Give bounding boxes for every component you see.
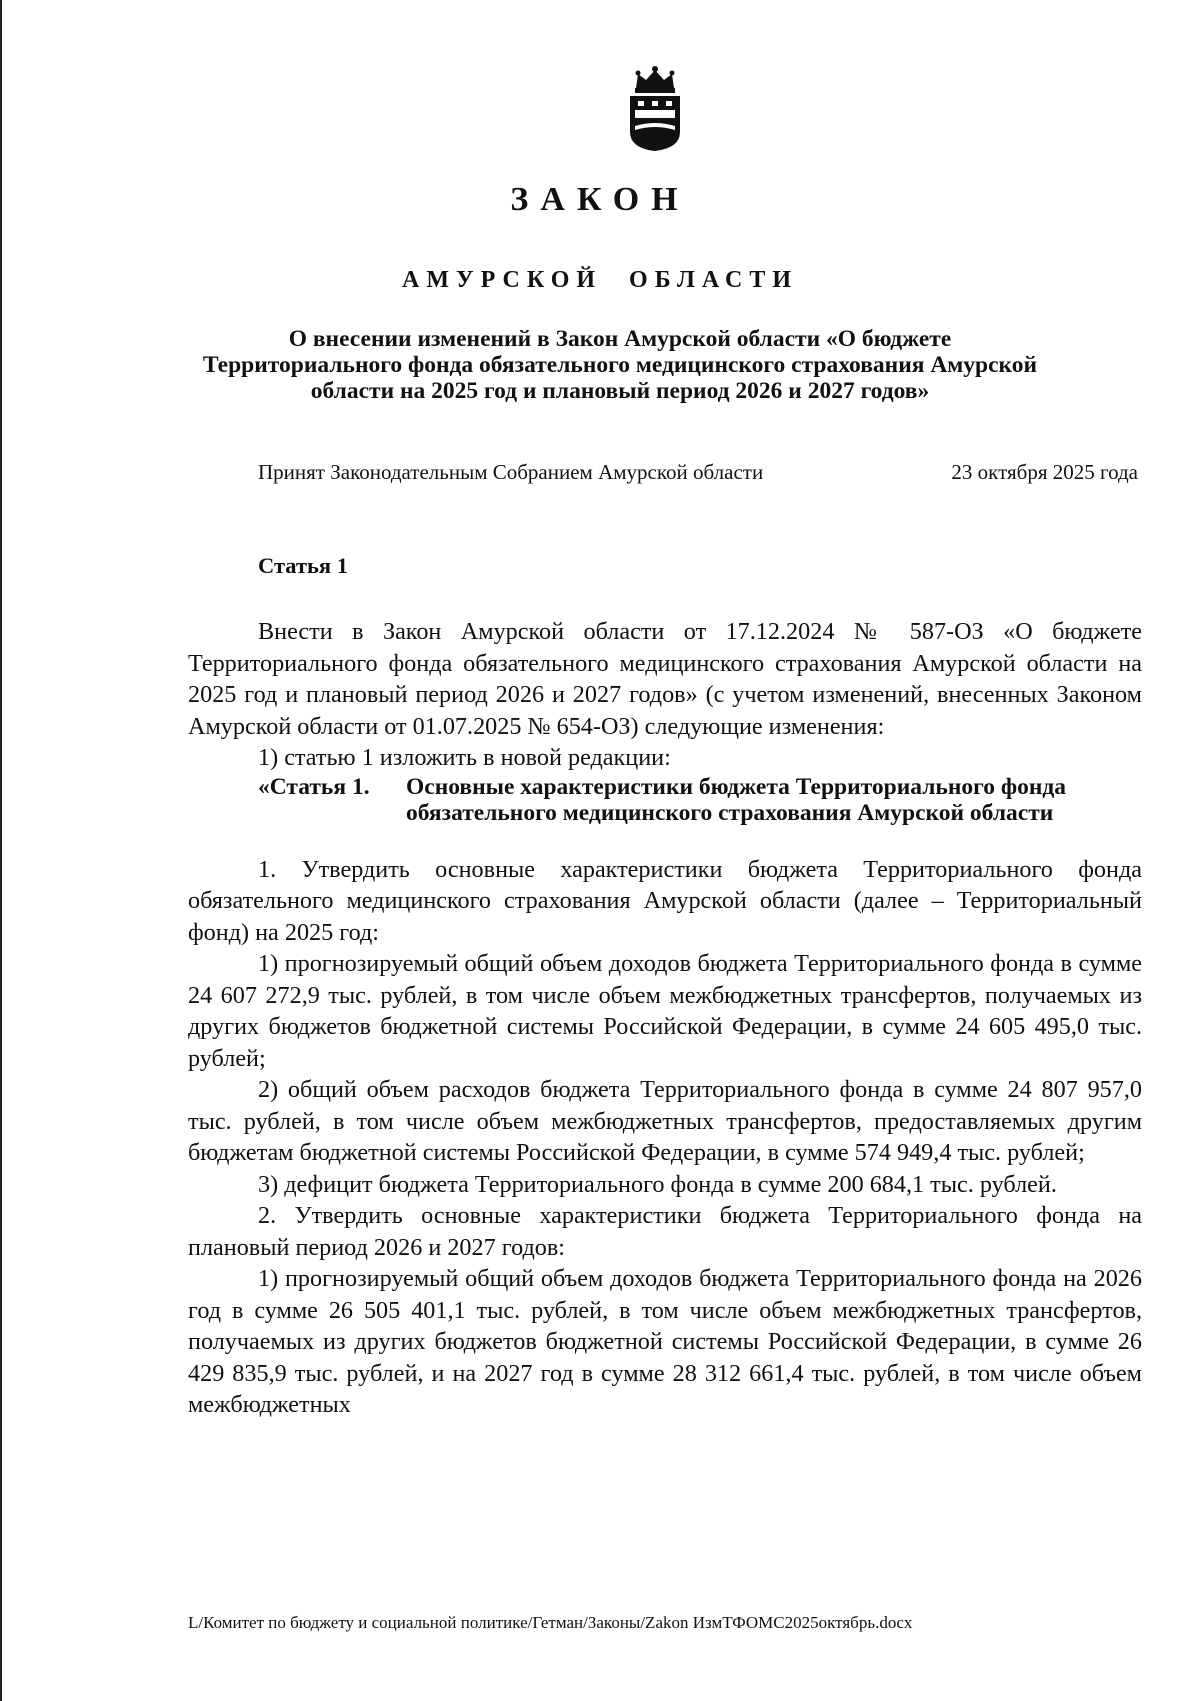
document-subtitle: АМУРСКОЙ ОБЛАСТИ [402,267,798,293]
file-path-footer: L/Комитет по бюджету и социальной политике/Гетман/Законы/Zakon ИзмТФОМС2025октябрь.docx [188,1613,913,1632]
adoption-date: 23 октября 2025 года [951,460,1138,484]
article-body [188,616,1142,1421]
article-heading: Статья 1 [258,553,348,578]
article-intro: Внести в Закон Амурской области от 17.12.2024 № 587-ОЗ «О бюджете Территориального фонда обязательного медицинского страхования Амурской области на 2025 год и плановый период 2026 и 2027 годов» (с учетом изменений, внесенных Законом Амурской области от 01.07.2025 № 654-ОЗ) следующие изменения: [188,618,1142,740]
document-title: ЗАКОН [510,181,690,218]
paragraph-1-1: 1) прогнозируемый общий объем доходов бюджета Территориального фонда в сумме 24 607 272,9 тыс. рублей, в том числе объем межбюджетных трансфертов, получаемых из других бюджетов бюджетной системы Российской Федерации, в сумме 24 605 495,0 тыс. рублей; [188,950,1142,1072]
paragraph-1: 1. Утвердить основные характеристики бюджета Территориального фонда обязательного медицинского страхования Амурской области (далее – Территориальный фонд) на 2025 год: [188,855,1142,946]
paragraph-1-3: 3) дефицит бюджета Территориального фонда в сумме 200 684,1 тыс. рублей. [258,1170,1057,1198]
scan-edge-line [0,0,2,1701]
amur-region-coat-of-arms-icon [624,66,686,152]
new-article-label: «Статья 1. [258,773,370,800]
new-article-heading [258,774,1142,826]
adoption-body: Принят Законодательным Собранием Амурской области [258,460,764,484]
paragraph-2: 2. Утвердить основные характеристики бюджета Территориального фонда на плановый период 2026 и 2027 годов: [188,1202,1142,1261]
adoption-line [258,458,1138,486]
new-article-title: Основные характеристики бюджета Территориального фонда обязательного медицинского страхования Амурской области [406,773,1067,826]
paragraph-2-1: 1) прогнозируемый общий объем доходов бюджета Территориального фонда на 2026 год в сумме 26 505 401,1 тыс. рублей, в том числе объем межбюджетных трансфертов, получаемых из других бюджетов бюджетной системы Российской Федерации, в сумме 26 429 835,9 тыс. рублей, и на 2027 год в сумме 28 312 661,4 тыс. рублей, в том числе объем межбюджетных [188,1265,1142,1418]
law-name: О внесении изменений в Закон Амурской области «О бюджете Территориального фонда обязательного медицинского страхования Амурской области на 2025 год и плановый период 2026 и 2027 годов» [202,326,1038,404]
amendment-item-1: 1) статью 1 изложить в новой редакции: [258,744,671,771]
paragraph-1-2: 2) общий объем расходов бюджета Территориального фонда в сумме 24 807 957,0 тыс. рублей, в том числе объем межбюджетных трансфертов, предоставляемых другим бюджетам бюджетной системы Российской Федерации, в сумме 574 949,4 тыс. рублей; [188,1076,1142,1166]
